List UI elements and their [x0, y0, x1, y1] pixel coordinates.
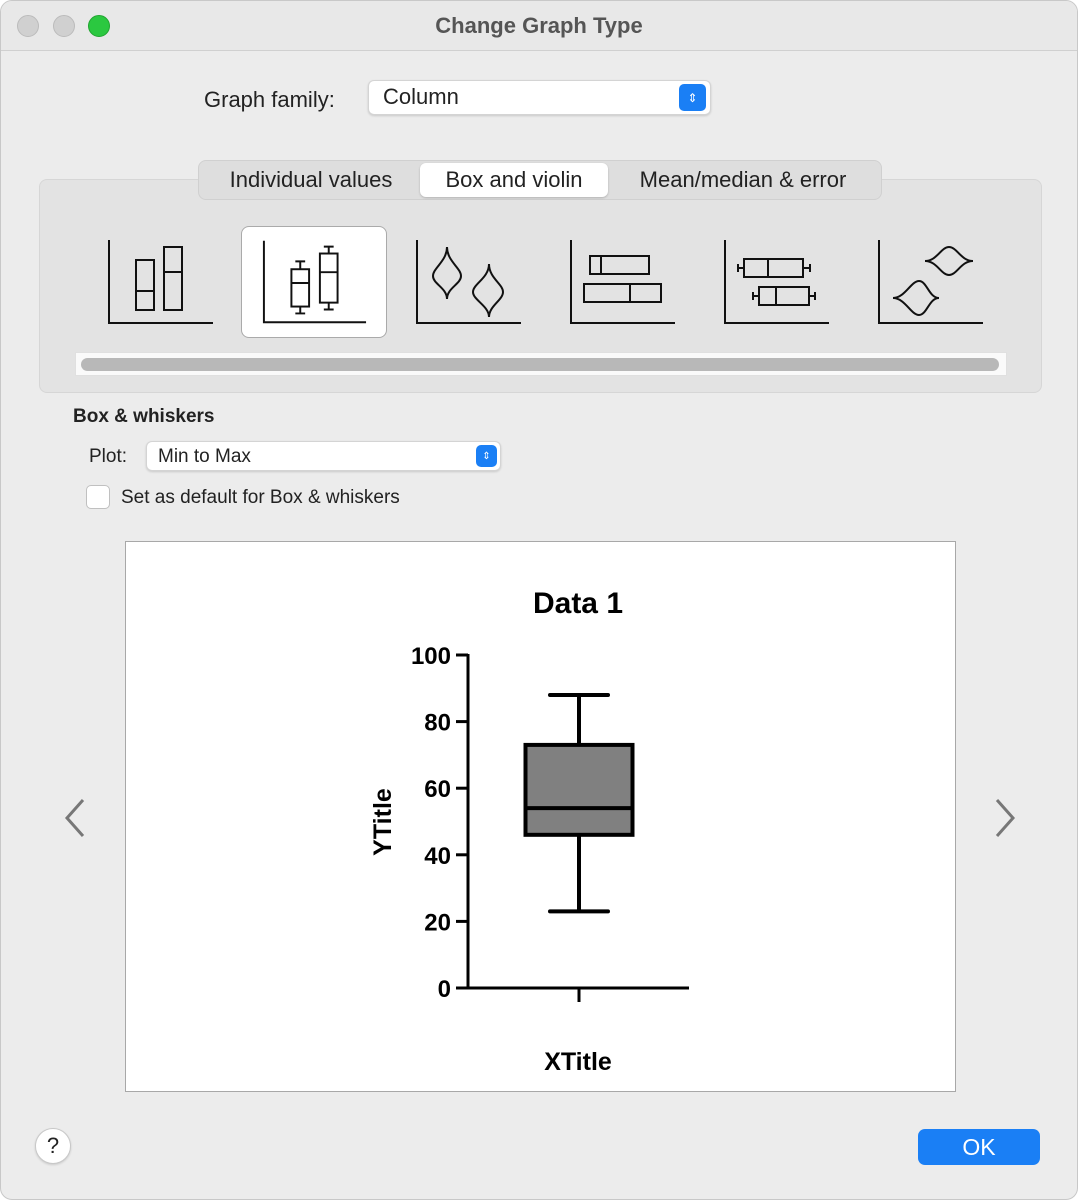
horizontal-violin-icon[interactable] — [857, 226, 1003, 338]
ok-button[interactable]: OK — [918, 1129, 1040, 1165]
tab-individual-values[interactable]: Individual values — [229, 167, 393, 192]
graph-preview — [125, 541, 956, 1092]
box-whiskers-icon[interactable] — [241, 226, 387, 338]
x-axis-title: XTitle — [544, 1048, 612, 1076]
next-arrow-icon[interactable] — [991, 796, 1021, 840]
plot-label: Plot: — [89, 446, 128, 467]
window-title: Change Graph Type — [435, 13, 643, 38]
chart-title: Data 1 — [532, 587, 624, 620]
graph-family-label: Graph family: — [204, 87, 335, 112]
default-checkbox[interactable] — [86, 485, 110, 509]
y-tick-label: 100 — [410, 643, 451, 670]
chevron-up-down-icon: ⇕ — [679, 84, 706, 111]
previous-arrow-icon[interactable] — [59, 796, 89, 840]
column-bars-icon[interactable] — [87, 226, 233, 338]
tab-bar — [198, 160, 882, 200]
y-tick-label: 60 — [424, 776, 451, 804]
iqr-box — [526, 745, 633, 835]
plot-value: Min to Max — [158, 446, 251, 467]
tab-mean-median-error[interactable]: Mean/median & error — [639, 167, 847, 192]
y-tick-label: 0 — [437, 976, 451, 1003]
scrollbar-thumb[interactable] — [81, 358, 999, 371]
help-button[interactable]: ? — [35, 1128, 71, 1164]
y-tick-label: 20 — [424, 909, 451, 937]
gallery-scrollbar[interactable] — [75, 352, 1007, 376]
horizontal-box-whiskers-icon[interactable] — [703, 226, 849, 338]
y-tick-label: 40 — [424, 842, 451, 870]
plot-select[interactable] — [146, 441, 501, 471]
box-plot-chart — [126, 542, 957, 1093]
graph-family-select[interactable] — [368, 80, 711, 115]
violin-icon[interactable] — [395, 226, 541, 338]
horizontal-box-icon[interactable] — [549, 226, 695, 338]
graph-family-value: Column — [383, 84, 459, 109]
y-tick-label: 80 — [424, 709, 451, 737]
y-axis-title: YTitle — [369, 788, 397, 856]
tab-box-and-violin[interactable]: Box and violin — [420, 163, 608, 197]
chevron-up-down-icon: ⇕ — [476, 445, 497, 467]
box-whiskers-heading: Box & whiskers — [73, 406, 215, 427]
title-bar — [1, 1, 1077, 51]
default-checkbox-label[interactable]: Set as default for Box & whiskers — [121, 487, 400, 508]
